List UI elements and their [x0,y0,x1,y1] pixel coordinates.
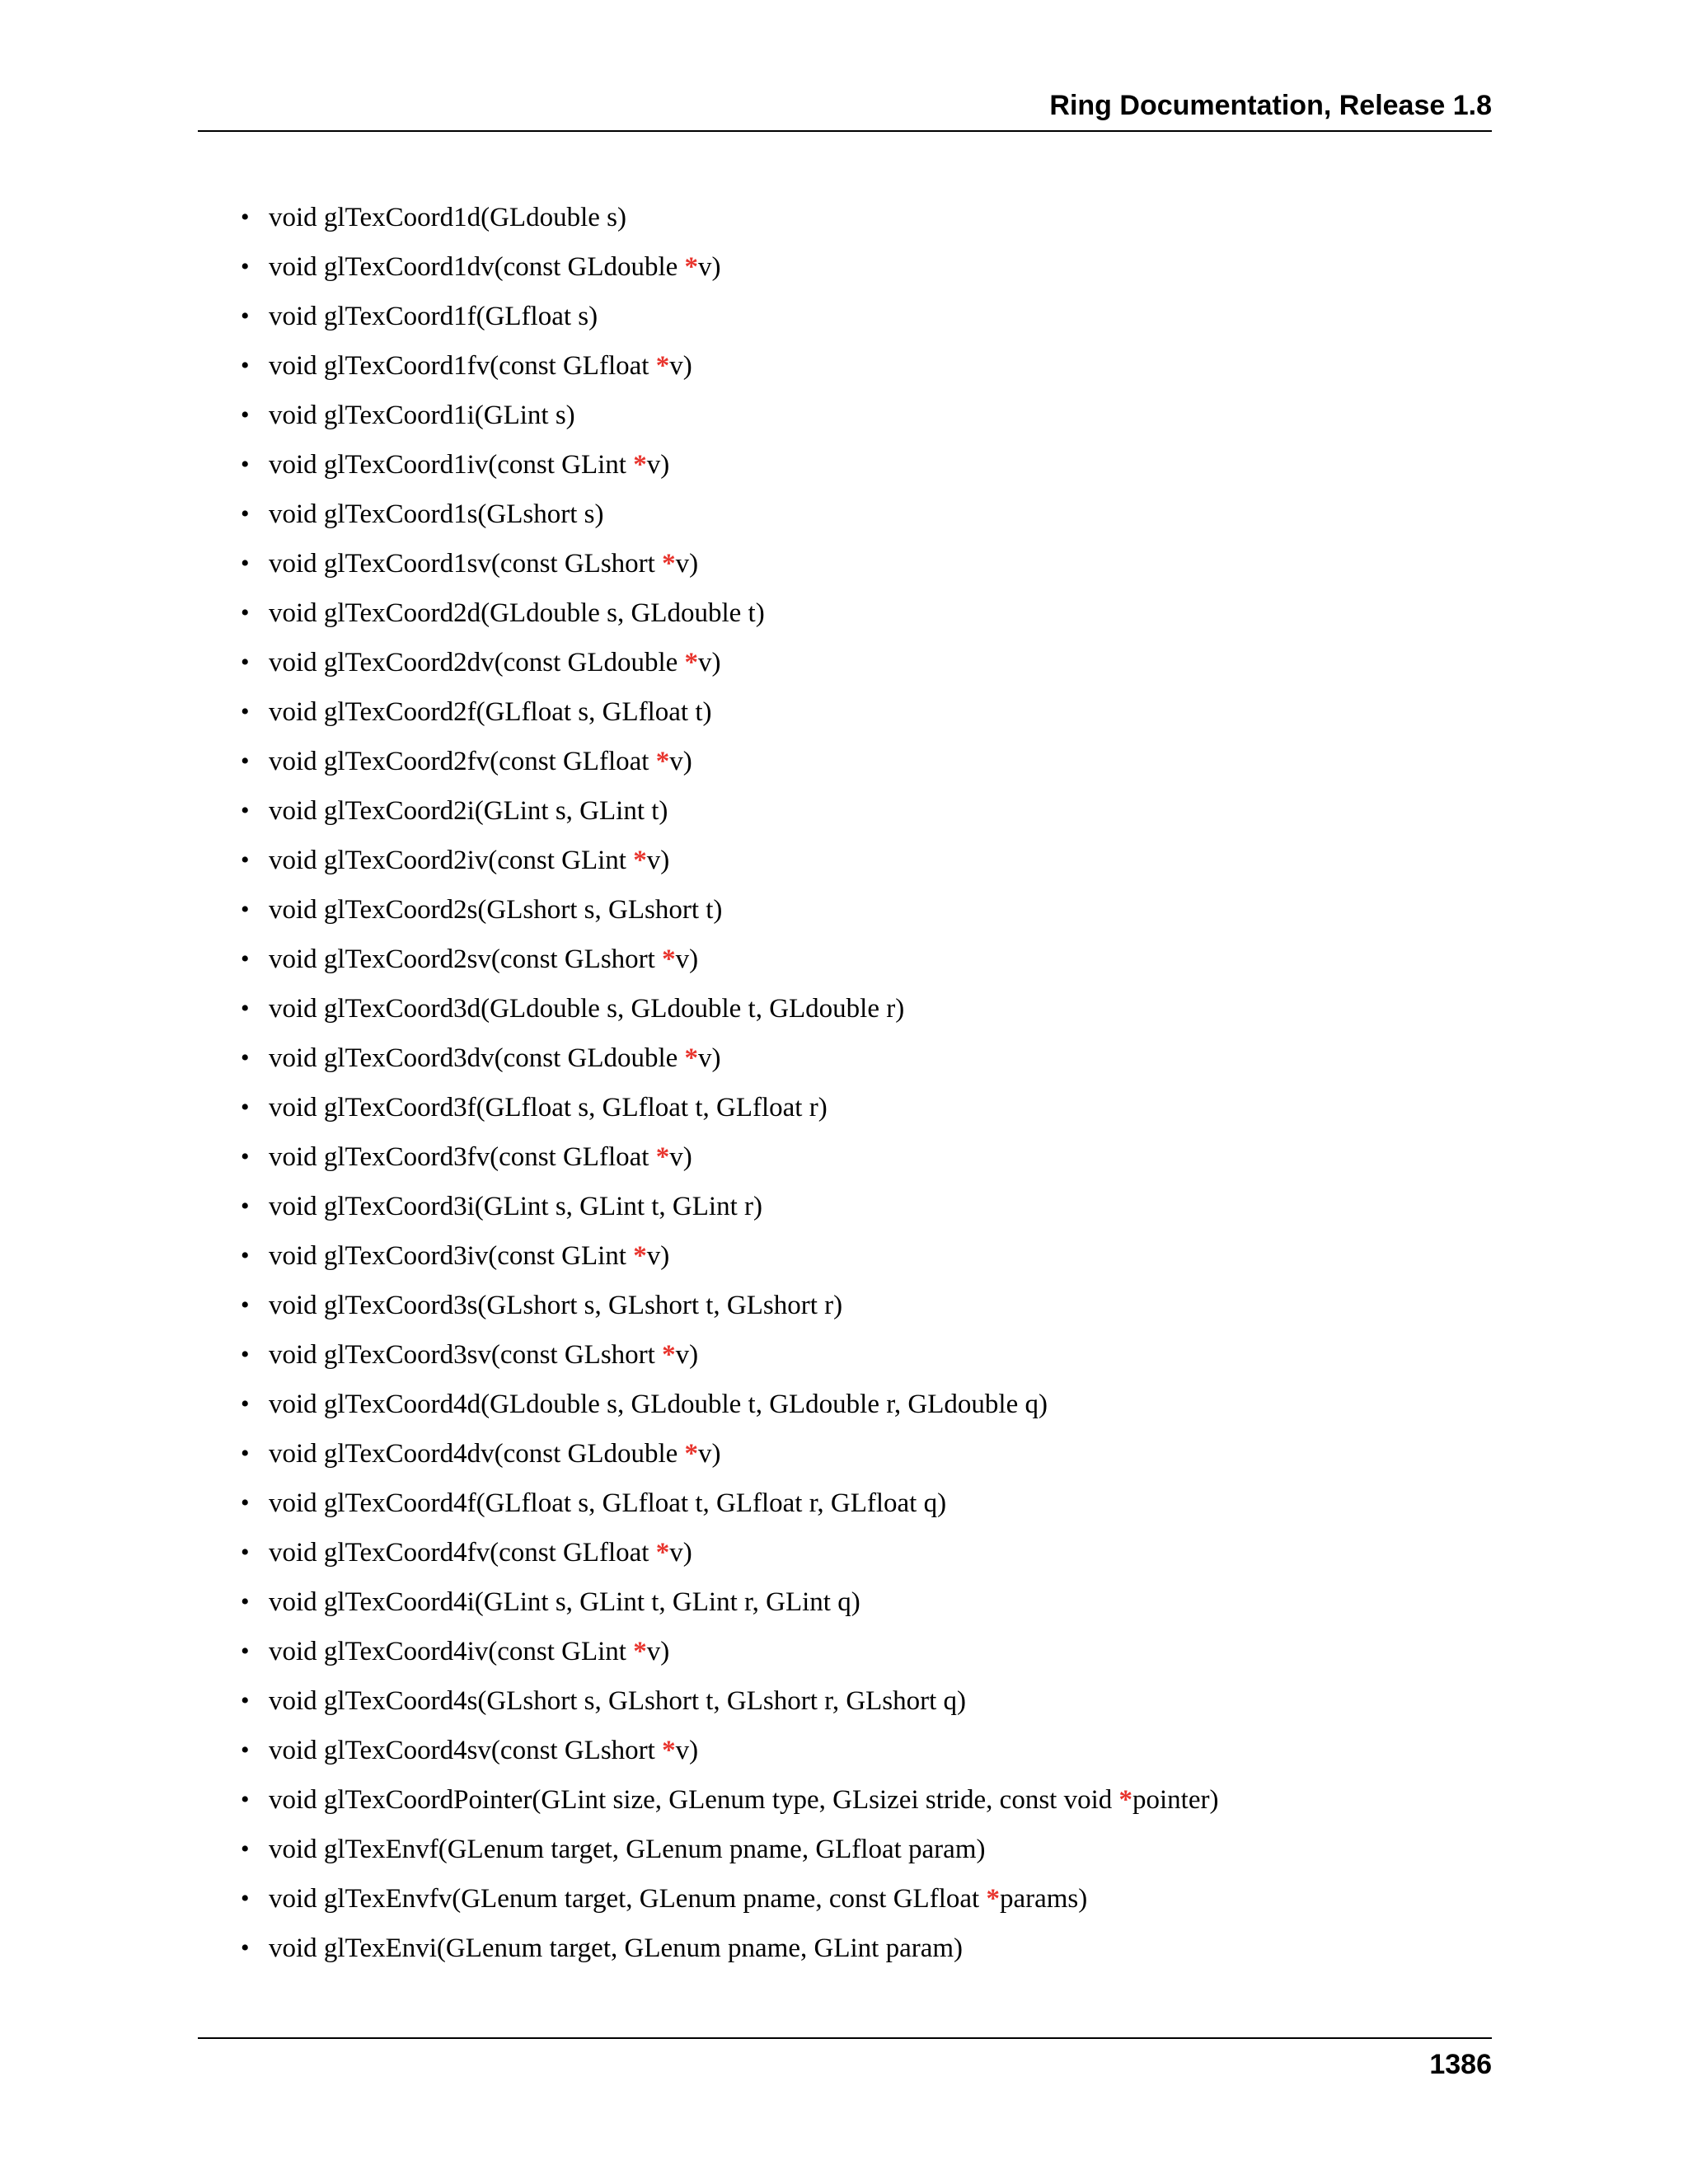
function-signature: void glTexCoord3s(GLshort s, GLshort t, GLshort r) [269,1291,843,1320]
function-signature: void glTexCoord4fv(const GLfloat [269,1538,656,1568]
list-item [241,498,1477,547]
list-item [241,745,1477,794]
bullet-icon: • [241,1786,250,1813]
list-item [241,1190,1477,1240]
function-signature: void glTexEnvf(GLenum target, GLenum pname, GLfloat param) [269,1835,986,1864]
function-signature-tail: v) [646,1637,670,1666]
function-signature: void glTexCoord4dv(const GLdouble [269,1439,685,1469]
bullet-icon: • [241,1341,250,1368]
function-signature: void glTexCoord2dv(const GLdouble [269,648,685,677]
function-signature: void glTexCoord3f(GLfloat s, GLfloat t, GLfloat r) [269,1093,828,1122]
list-item [241,1734,1477,1783]
list-item [241,251,1477,300]
bullet-icon: • [241,550,250,577]
pointer-asterisk: * [655,1538,670,1568]
list-item [241,1882,1477,1932]
function-signature: void glTexCoord3fv(const GLfloat [269,1142,656,1172]
function-signature: void glTexCoord3d(GLdouble s, GLdouble t, GLdouble r) [269,994,905,1024]
function-signature-tail: pointer) [1132,1785,1219,1815]
list-item [241,1042,1477,1091]
document-title: Ring Documentation, Release 1.8 [1049,90,1492,121]
list-item [241,1141,1477,1190]
list-item [241,1932,1477,1981]
list-item [241,1833,1477,1882]
list-item [241,1487,1477,1536]
function-signature: void glTexCoord1s(GLshort s) [269,499,604,529]
page-number: 1386 [1429,2049,1492,2080]
bullet-icon: • [241,253,250,280]
bullet-icon: • [241,1687,250,1714]
list-item [241,399,1477,448]
list-item [241,893,1477,943]
function-signature-tail: v) [698,1439,721,1469]
list-item [241,448,1477,498]
function-signature-tail: v) [698,1043,721,1073]
function-signature: void glTexCoord4sv(const GLshort [269,1736,663,1765]
function-signature: void glTexEnvfv(GLenum target, GLenum pname, const GLfloat [269,1884,987,1914]
pointer-asterisk: * [655,747,670,776]
list-item [241,201,1477,251]
bullet-icon: • [241,649,250,676]
pointer-asterisk: * [633,1637,647,1666]
list-item [241,943,1477,992]
function-signature: void glTexCoord2sv(const GLshort [269,944,663,974]
bullet-icon: • [241,1588,250,1615]
function-signature: void glTexCoord3iv(const GLint [269,1241,634,1271]
list-item [241,1536,1477,1586]
bullet-icon: • [241,401,250,429]
function-signature: void glTexCoord1iv(const GLint [269,450,634,480]
function-signature-tail: v) [669,1538,692,1568]
bullet-icon: • [241,1242,250,1269]
function-signature: void glTexCoord3dv(const GLdouble [269,1043,685,1073]
function-signature: void glTexCoord4f(GLfloat s, GLfloat t, GLfloat r, GLfloat q) [269,1488,947,1518]
bullet-icon: • [241,1193,250,1220]
function-signature-tail: v) [646,846,670,875]
pointer-asterisk: * [655,1142,670,1172]
function-signature-tail: v) [646,450,670,480]
bullet-icon: • [241,1885,250,1912]
pointer-asterisk: * [633,450,647,480]
function-signature: void glTexCoord1d(GLdouble s) [269,203,626,232]
pointer-asterisk: * [662,1736,676,1765]
function-signature-tail: v) [675,1736,699,1765]
function-signature: void glTexCoord2s(GLshort s, GLshort t) [269,895,723,925]
bullet-icon: • [241,1440,250,1467]
bullet-icon: • [241,748,250,775]
bullet-icon: • [241,1390,250,1418]
function-signature-tail: v) [675,944,699,974]
function-list [241,201,1477,1981]
function-signature-tail: v) [675,1340,699,1370]
bullet-icon: • [241,500,250,527]
function-signature: void glTexCoordPointer(GLint size, GLenum type, GLsizei stride, const void [269,1785,1119,1815]
function-signature: void glTexCoord1dv(const GLdouble [269,252,685,282]
function-signature-tail: v) [669,1142,692,1172]
pointer-asterisk: * [986,1884,1000,1914]
list-item [241,1240,1477,1289]
function-signature: void glTexCoord2i(GLint s, GLint t) [269,796,668,826]
list-item [241,1437,1477,1487]
list-item [241,1685,1477,1734]
bullet-icon: • [241,451,250,478]
list-item [241,1289,1477,1338]
bullet-icon: • [241,204,250,231]
bullet-icon: • [241,698,250,725]
bullet-icon: • [241,846,250,874]
bullet-icon: • [241,1835,250,1863]
list-item [241,349,1477,399]
bullet-icon: • [241,797,250,824]
pointer-asterisk: * [684,252,699,282]
bullet-icon: • [241,1044,250,1071]
bullet-icon: • [241,1736,250,1764]
list-item [241,844,1477,893]
bullet-icon: • [241,1934,250,1961]
list-item [241,1388,1477,1437]
bullet-icon: • [241,1291,250,1319]
function-signature: void glTexCoord2f(GLfloat s, GLfloat t) [269,697,712,727]
pointer-asterisk: * [684,1439,699,1469]
pointer-asterisk: * [662,944,676,974]
bullet-icon: • [241,995,250,1022]
function-signature: void glTexCoord3sv(const GLshort [269,1340,663,1370]
pointer-asterisk: * [655,351,670,381]
function-signature: void glTexCoord1fv(const GLfloat [269,351,656,381]
list-item [241,300,1477,349]
list-item [241,1338,1477,1388]
pointer-asterisk: * [684,1043,699,1073]
function-signature-tail: params) [999,1884,1088,1914]
function-signature: void glTexCoord4iv(const GLint [269,1637,634,1666]
function-signature-tail: v) [698,648,721,677]
function-signature-tail: v) [646,1241,670,1271]
list-item [241,1091,1477,1141]
pointer-asterisk: * [684,648,699,677]
function-signature: void glTexCoord2fv(const GLfloat [269,747,656,776]
list-item [241,1586,1477,1635]
bullet-icon: • [241,896,250,923]
function-signature: void glTexCoord1f(GLfloat s) [269,302,598,331]
bullet-icon: • [241,945,250,972]
bullet-icon: • [241,352,250,379]
function-signature-tail: v) [675,549,699,579]
bullet-icon: • [241,302,250,330]
function-signature: void glTexCoord2d(GLdouble s, GLdouble t) [269,598,765,628]
pointer-asterisk: * [1118,1785,1133,1815]
bullet-icon: • [241,1539,250,1566]
function-signature: void glTexCoord4s(GLshort s, GLshort t, GLshort r, GLshort q) [269,1686,967,1716]
list-item [241,794,1477,844]
pointer-asterisk: * [633,846,647,875]
bullet-icon: • [241,1638,250,1665]
pointer-asterisk: * [662,549,676,579]
function-signature-tail: v) [669,351,692,381]
bullet-icon: • [241,1094,250,1121]
list-item [241,646,1477,696]
list-item [241,597,1477,646]
list-item [241,1783,1477,1833]
list-item [241,547,1477,597]
function-signature: void glTexCoord3i(GLint s, GLint t, GLint r) [269,1192,762,1221]
function-signature: void glTexCoord1i(GLint s) [269,401,575,430]
bullet-icon: • [241,1143,250,1170]
function-signature: void glTexCoord4d(GLdouble s, GLdouble t, GLdouble r, GLdouble q) [269,1390,1048,1419]
function-signature: void glTexEnvi(GLenum target, GLenum pname, GLint param) [269,1933,964,1963]
pointer-asterisk: * [633,1241,647,1271]
function-signature-tail: v) [698,252,721,282]
function-signature: void glTexCoord4i(GLint s, GLint t, GLint r, GLint q) [269,1587,860,1617]
function-signature: void glTexCoord2iv(const GLint [269,846,634,875]
page-header [198,89,1492,132]
bullet-icon: • [241,599,250,626]
pointer-asterisk: * [662,1340,676,1370]
page-footer [198,2037,1492,2080]
list-item [241,696,1477,745]
list-item [241,1635,1477,1685]
function-signature-tail: v) [669,747,692,776]
function-signature: void glTexCoord1sv(const GLshort [269,549,663,579]
list-item [241,992,1477,1042]
bullet-icon: • [241,1489,250,1516]
